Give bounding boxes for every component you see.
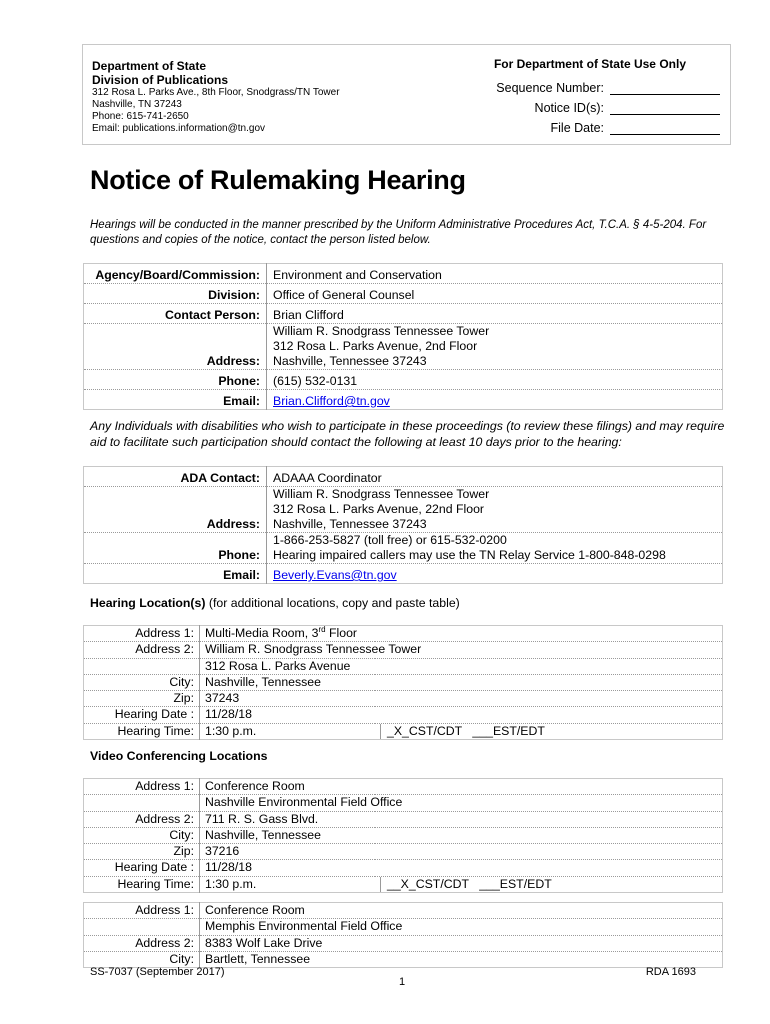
hl-address2-cont-value: 312 Rosa L. Parks Avenue — [205, 658, 351, 673]
v2-city-value: Bartlett, Tennessee — [205, 951, 311, 966]
dept-line-1: Department of State — [92, 59, 207, 73]
table-row — [84, 658, 723, 674]
video-conferencing-heading-text: Video Conferencing Locations — [90, 749, 268, 763]
dept-address-line-1: 312 Rosa L. Parks Ave., 8th Floor, Snodgrass/TN Tower — [92, 87, 340, 98]
ada-phone-line-1: 1-866-253-5827 (toll free) or 615-532-0200 — [273, 533, 507, 547]
hl-time-value: 1:30 p.m. — [205, 723, 257, 738]
table-row — [84, 919, 723, 935]
contact-email-link[interactable]: Brian.Clifford@tn.gov — [273, 394, 390, 408]
agency-label: Agency/Board/Commission: — [84, 264, 267, 284]
table-row — [84, 674, 723, 690]
video-location-2-table — [83, 902, 723, 968]
hl-time-label: Hearing Time: — [84, 723, 200, 739]
hl-address1-sup: rd — [318, 624, 326, 634]
dept-address-line-2: Nashville, TN 37243 — [92, 99, 182, 110]
table-row — [84, 723, 723, 739]
address-label: Address: — [84, 324, 267, 370]
sequence-number-field[interactable] — [610, 82, 720, 95]
v1-time-label: Hearing Time: — [84, 876, 200, 892]
sequence-number-row — [496, 81, 720, 95]
hl-cst-option[interactable]: _X_CST/CDT — [387, 723, 463, 738]
hl-address1-text-end: Floor — [325, 626, 358, 640]
v1-date-value: 11/28/18 — [205, 860, 252, 875]
table-row — [84, 827, 723, 843]
form-number: SS-7037 (September 2017) — [90, 966, 225, 978]
hl-date-label: Hearing Date : — [84, 707, 200, 723]
v1-address2-label: Address 2: — [84, 811, 200, 827]
hl-est-option[interactable]: ___EST/EDT — [472, 723, 545, 738]
ada-contact-label: ADA Contact: — [84, 467, 267, 487]
table-row — [84, 284, 723, 304]
file-date-label: File Date: — [550, 121, 604, 135]
table-row — [84, 642, 723, 658]
ada-address-line-3: Nashville, Tennessee 37243 — [273, 517, 427, 531]
contact-table — [83, 263, 723, 410]
v2-address2-value: 8383 Wolf Lake Drive — [205, 935, 323, 950]
contact-person-label: Contact Person: — [84, 304, 267, 324]
dept-email: Email: publications.information@tn.gov — [92, 123, 266, 134]
phone-value: (615) 532-0131 — [273, 374, 358, 388]
department-address — [92, 87, 340, 135]
department-name — [92, 59, 228, 87]
v1-address1-cont-label — [84, 795, 200, 811]
division-value: Office of General Counsel — [273, 288, 415, 302]
ada-email-link[interactable]: Beverly.Evans@tn.gov — [273, 568, 397, 582]
hl-zip-value: 37243 — [205, 691, 240, 706]
hl-address1-label: Address 1: — [84, 626, 200, 642]
video-conferencing-heading — [90, 749, 267, 763]
dept-phone: Phone: 615-741-2650 — [92, 111, 189, 122]
hl-address1-value — [200, 626, 723, 642]
v1-address1-label: Address 1: — [84, 779, 200, 795]
page-title: Notice of Rulemaking Hearing — [90, 165, 466, 195]
phone-label: Phone: — [84, 370, 267, 390]
table-row — [84, 324, 723, 370]
state-use-only-heading: For Department of State Use Only — [493, 57, 686, 71]
table-row — [84, 795, 723, 811]
rda-number: RDA 1693 — [645, 966, 696, 978]
ada-address-label: Address: — [84, 487, 267, 533]
file-date-row — [551, 121, 721, 135]
table-row — [84, 564, 723, 584]
notice-id-field[interactable] — [610, 102, 720, 115]
hl-address2-value: William R. Snodgrass Tennessee Tower — [205, 642, 422, 657]
address-line-2: 312 Rosa L. Parks Avenue, 2nd Floor — [273, 339, 478, 353]
table-row — [84, 844, 723, 860]
ada-notice-text: Any Individuals with disabilities who wish to participate in these proceedings (to review these filings) and may require aid to facilitate such participation should contact the following at least 10 days prior to the hearing: — [90, 419, 725, 449]
address-line-3: Nashville, Tennessee 37243 — [273, 354, 427, 368]
sequence-number-label: Sequence Number: — [496, 81, 604, 95]
table-row — [84, 304, 723, 324]
page-number: 1 — [399, 976, 406, 988]
hl-address2-label: Address 2: — [84, 642, 200, 658]
v2-address1-value: Conference Room — [205, 903, 305, 917]
v1-timezone-box — [380, 877, 559, 892]
v1-est-option[interactable]: ___EST/EDT — [479, 876, 552, 891]
hl-zip-label: Zip: — [84, 691, 200, 707]
table-row — [84, 626, 723, 642]
header-box — [82, 44, 731, 145]
table-row — [84, 903, 723, 919]
address-line-1: William R. Snodgrass Tennessee Tower — [273, 324, 490, 338]
hl-timezone-box — [380, 724, 559, 739]
address-value — [267, 324, 723, 370]
table-row — [84, 390, 723, 410]
hearing-location-table — [83, 625, 723, 740]
table-row — [84, 264, 723, 284]
notice-id-label: Notice ID(s): — [534, 101, 604, 115]
v2-city-label: City: — [84, 951, 200, 967]
hearing-location-heading-bold: Hearing Location(s) — [90, 596, 206, 610]
v1-address1-cont-value: Nashville Environmental Field Office — [205, 795, 403, 810]
table-row — [84, 487, 723, 533]
dept-line-2: Division of Publications — [92, 73, 229, 87]
ada-phone-value — [267, 533, 723, 564]
ada-phone-line-2: Hearing impaired callers may use the TN Relay Service 1-800-848-0298 — [273, 548, 666, 562]
notice-id-row — [535, 101, 720, 115]
hl-city-label: City: — [84, 674, 200, 690]
hl-address2-cont-label — [84, 658, 200, 674]
v1-date-label: Hearing Date : — [84, 860, 200, 876]
v1-timezone — [375, 876, 723, 892]
v2-address1-cont-label — [84, 919, 200, 935]
table-row — [84, 860, 723, 876]
v1-cst-option[interactable]: __X_CST/CDT — [387, 876, 470, 891]
table-row — [84, 533, 723, 564]
table-row — [84, 876, 723, 892]
agency-value: Environment and Conservation — [273, 268, 442, 282]
table-row — [84, 691, 723, 707]
hl-city-value: Nashville, Tennessee — [205, 674, 321, 689]
table-row — [84, 370, 723, 390]
ada-address-line-2: 312 Rosa L. Parks Avenue, 22nd Floor — [273, 502, 485, 516]
intro-text: Hearings will be conducted in the manner prescribed by the Uniform Administrative Procedures Act, T.C.A. § 4-5-204. For questions and copies of the notice, contact the person listed below. — [90, 219, 707, 246]
table-row — [84, 467, 723, 487]
table-row — [84, 811, 723, 827]
v2-address2-label: Address 2: — [84, 935, 200, 951]
video-location-1-table — [83, 778, 723, 893]
v1-time-value: 1:30 p.m. — [205, 876, 257, 891]
v1-zip-value: 37216 — [205, 844, 240, 859]
file-date-field[interactable] — [610, 122, 720, 135]
hearing-location-heading-note: (for additional locations, copy and paste table) — [205, 596, 460, 610]
ada-phone-label: Phone: — [84, 533, 267, 564]
table-row — [84, 779, 723, 795]
division-label: Division: — [84, 284, 267, 304]
v1-city-label: City: — [84, 827, 200, 843]
v1-city-value: Nashville, Tennessee — [205, 827, 321, 842]
hl-timezone — [375, 723, 723, 739]
v2-address1-cont-value: Memphis Environmental Field Office — [205, 919, 403, 934]
ada-email-label: Email: — [84, 564, 267, 584]
ada-table — [83, 466, 723, 584]
ada-address-line-1: William R. Snodgrass Tennessee Tower — [273, 487, 490, 501]
hearing-location-heading — [90, 596, 460, 610]
v1-address2-value: 711 R. S. Gass Blvd. — [205, 811, 319, 826]
email-label: Email: — [84, 390, 267, 410]
table-row — [84, 935, 723, 951]
contact-person-value: Brian Clifford — [273, 308, 344, 322]
ada-contact-value: ADAAA Coordinator — [273, 471, 382, 485]
table-row — [84, 707, 723, 723]
ada-address-value — [267, 487, 723, 533]
v1-zip-label: Zip: — [84, 844, 200, 860]
v2-address1-label: Address 1: — [84, 903, 200, 919]
hl-date-value: 11/28/18 — [205, 707, 252, 722]
v1-address1-value: Conference Room — [205, 779, 305, 793]
hl-address1-text: Multi-Media Room, 3 — [205, 626, 319, 640]
